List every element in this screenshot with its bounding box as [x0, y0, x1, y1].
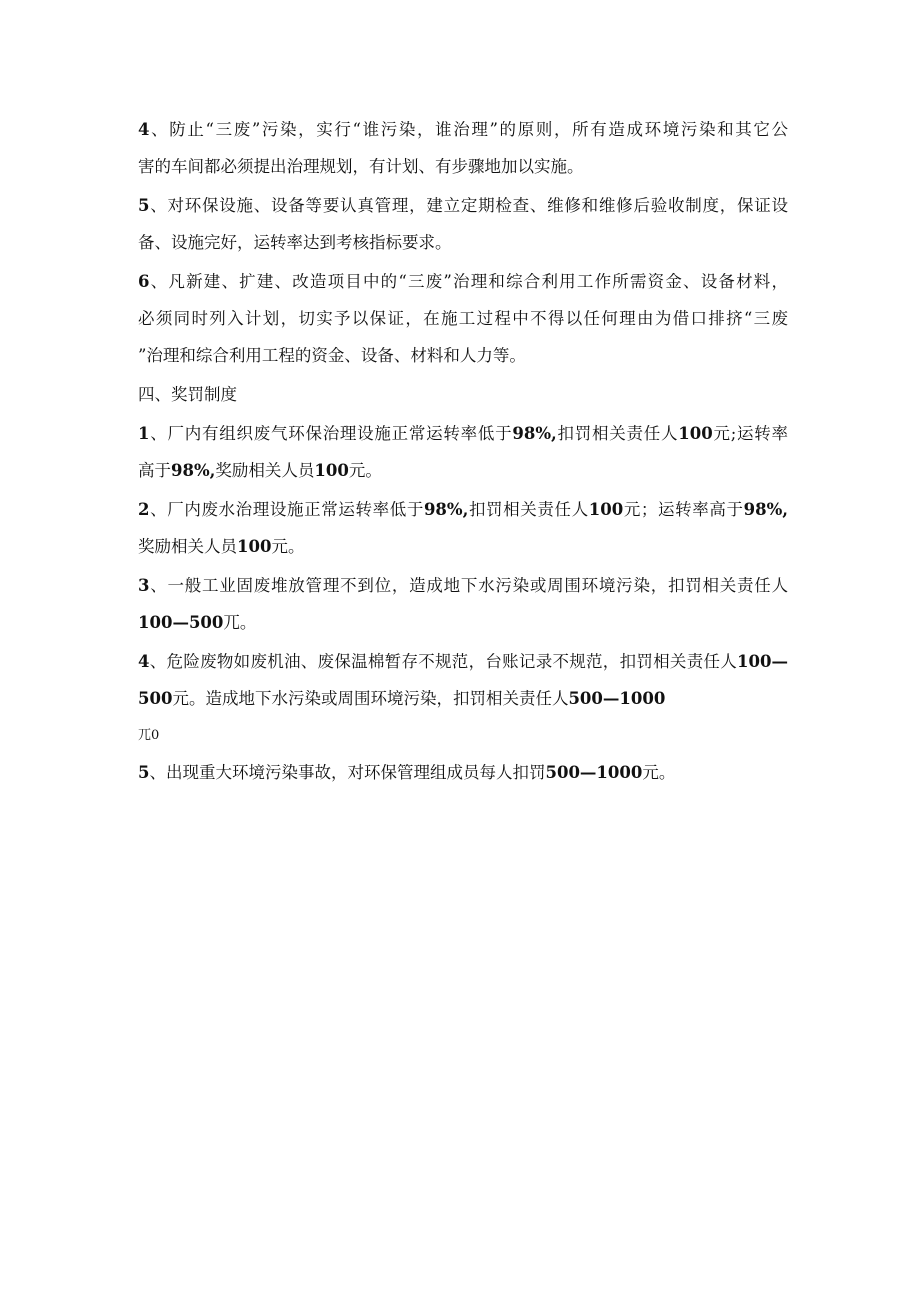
rule-1-line-1: [138, 422, 788, 446]
amount-value: 100: [678, 424, 713, 443]
text-run: 元。造成地下水污染或周围环境污染，扣罚相关责任人: [172, 689, 569, 708]
rule-3-line-2: [138, 611, 788, 635]
item-number: 5: [138, 196, 150, 215]
paragraph-5-line-2: [138, 231, 788, 255]
text-run: 元。: [271, 537, 305, 556]
text-run: 元。: [642, 763, 676, 782]
text-run: 、危险废物如废机油、废保温棉暂存不规范，台账记录不规范，扣罚相关责任人: [149, 652, 738, 671]
amount-value: 100: [588, 500, 624, 519]
text-run: 、防止“三废”污染，实行“谁污染，谁治理”的原则，所有造成环境污染和其它公: [149, 120, 788, 139]
text-run: 、出现重大环境污染事故，对环保管理组成员每人扣罚: [149, 763, 546, 782]
paragraph-4-line-2: [138, 155, 788, 179]
percent-value: 98%,: [512, 424, 557, 443]
rule-4-line-2: [138, 687, 788, 711]
paragraph-6-line-2: [138, 307, 788, 331]
amount-range: 100—500: [138, 613, 224, 632]
paragraph-4-line-1: [138, 118, 788, 142]
amount-range: 500—1000: [545, 763, 643, 782]
text-run: 奖励相关人员: [138, 537, 237, 556]
text-run: 备、设施完好，运转率达到考核指标要求。: [138, 233, 452, 252]
text-run: 、对环保设施、设备等要认真管理，建立定期检查、维修和维修后验收制度，保证设: [149, 196, 788, 215]
percent-value: 98%,: [743, 500, 788, 519]
item-number: 2: [138, 500, 150, 519]
item-number: 4: [138, 652, 150, 671]
item-number: 3: [138, 576, 150, 595]
rule-4-line-3: [138, 726, 788, 746]
rule-2-line-2: [138, 535, 788, 559]
text-run: 、厂内废水治理设施正常运转率低于: [149, 500, 424, 519]
text-run: 扣罚相关责任人: [468, 500, 589, 519]
text-run: 高于: [138, 461, 171, 480]
text-run: ”治理和综合利用工程的资金、设备、材料和人力等。: [138, 346, 526, 365]
amount-range: 500—1000: [568, 689, 666, 708]
document-body: [138, 118, 788, 785]
text-run: 兀。: [223, 613, 257, 632]
text-run: 元。: [348, 461, 382, 480]
amount-value: 500: [138, 689, 173, 708]
item-number: 6: [138, 272, 150, 291]
text-run: 、凡新建、扩建、改造项目中的“三废”治理和综合利用工作所需资金、设备材料，: [149, 272, 788, 291]
rule-1-line-2: [138, 459, 788, 483]
item-number: 4: [138, 120, 150, 139]
text-run: 、一般工业固废堆放管理不到位，造成地下水污染或周围环境污染，扣罚相关责任人: [149, 576, 788, 595]
heading-text: 四、奖罚制度: [138, 385, 237, 404]
rule-4-line-1: [138, 650, 788, 674]
paragraph-6-line-3: [138, 344, 788, 368]
rule-3-line-1: [138, 574, 788, 598]
percent-value: 98%,: [423, 500, 469, 519]
item-number: 5: [138, 763, 150, 782]
rule-2-line-1: [138, 498, 788, 522]
text-run: 、厂内有组织废气环保治理设施正常运转率低于: [149, 424, 513, 443]
text-run: 元；运转率高于: [623, 500, 744, 519]
text-run: 奖励相关人员: [215, 461, 315, 480]
section-heading: [138, 383, 788, 407]
amount-value: 100: [237, 537, 272, 556]
text-run: 害的车间都必须提出治理规划，有计划、有步骤地加以实施。: [138, 157, 584, 176]
percent-value: 98%,: [171, 461, 216, 480]
text-run: 兀0: [138, 728, 160, 743]
amount-range: 100—: [737, 652, 788, 671]
text-run: 扣罚相关责任人: [556, 424, 679, 443]
paragraph-5-line-1: [138, 194, 788, 218]
text-run: 必须同时列入计划，切实予以保证，在施工过程中不得以任何理由为借口排挤“三废: [138, 309, 788, 328]
paragraph-6-line-1: [138, 270, 788, 294]
rule-5-line-1: [138, 761, 788, 785]
amount-value: 100: [314, 461, 349, 480]
text-run: 元;运转率: [712, 424, 788, 443]
item-number: 1: [138, 424, 150, 443]
